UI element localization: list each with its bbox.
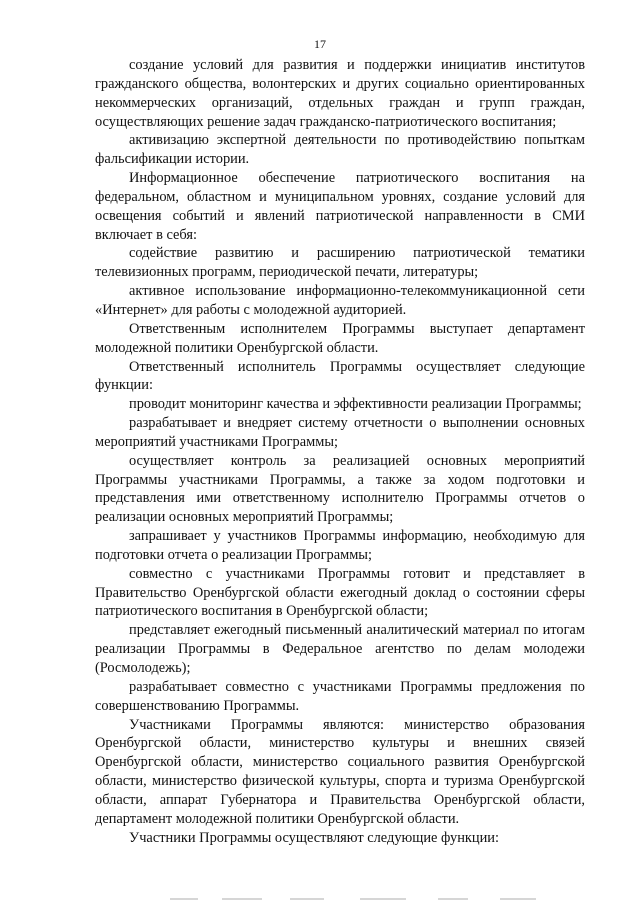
page-number: 17 xyxy=(314,37,326,51)
paragraph: разрабатывает совместно с участниками Программы предложения по совершенствованию Программы. xyxy=(95,678,585,714)
paragraph: разрабатывает и внедряет систему отчетности о выполнении основных мероприятий участниками Программы; xyxy=(95,415,585,450)
paragraph: активное использование информационно-телекоммуникационной сети «Интернет» для работы с молодежной аудиторией. xyxy=(95,283,585,318)
body-text xyxy=(95,56,585,847)
paragraph: Участниками Программы являются: министерство образования Оренбургской области, министерство культуры и внешних связей Оренбургской области, министерство социального развития Оренбургской области, министерство физической культуры, спорта и туризма Оренбургской области, аппарат Губернатора и Правительства Оренбургской области, департамент молодежной политики Оренбургской области. xyxy=(95,716,585,827)
paragraph: Информационное обеспечение патриотического воспитания на федеральном, областном и муниципальном уровнях, создание условий для освещения событий и явлений патриотической направленности в СМИ включает в себя: xyxy=(95,170,585,243)
paragraph: совместно с участниками Программы готовит и представляет в Правительство Оренбургской области ежегодный доклад о состоянии сферы патриотического воспитания в Оренбургской области; xyxy=(95,565,585,620)
paragraph: создание условий для развития и поддержки инициатив институтов гражданского общества, волонтерских и других социально ориентированных некоммерческих организаций, отдельных граждан и групп граждан, осуществляющих решение задач гражданско-патриотического воспитания; xyxy=(95,57,585,130)
paragraph: запрашивает у участников Программы информацию, необходимую для подготовки отчета о реализации Программы; xyxy=(95,528,585,563)
paragraph: проводит мониторинг качества и эффективности реализации Программы; xyxy=(129,396,582,413)
paragraph: Участники Программы осуществляют следующие функции: xyxy=(129,829,499,846)
paragraph: Ответственный исполнитель Программы осуществляет следующие функции: xyxy=(95,358,585,394)
scan-artifacts xyxy=(170,898,590,902)
paragraph: Ответственным исполнителем Программы выступает департамент молодежной политики Оренбургской области. xyxy=(95,320,585,356)
paragraph: представляет ежегодный письменный аналитический материал по итогам реализации Программы в Федеральное агентство по делам молодежи (Росмолодежь); xyxy=(95,622,585,676)
paragraph: активизацию экспертной деятельности по противодействию попыткам фальсификации истории. xyxy=(95,132,585,168)
paragraph: осуществляет контроль за реализацией основных мероприятий Программы участниками Программы, а также за ходом подготовки и представления ими ответственному исполнителю Программы отчетов о реализации основных мероприятий Программы; xyxy=(95,452,585,526)
paragraph: содействие развитию и расширению патриотической тематики телевизионных программ, периодической печати, литературы; xyxy=(95,245,585,281)
